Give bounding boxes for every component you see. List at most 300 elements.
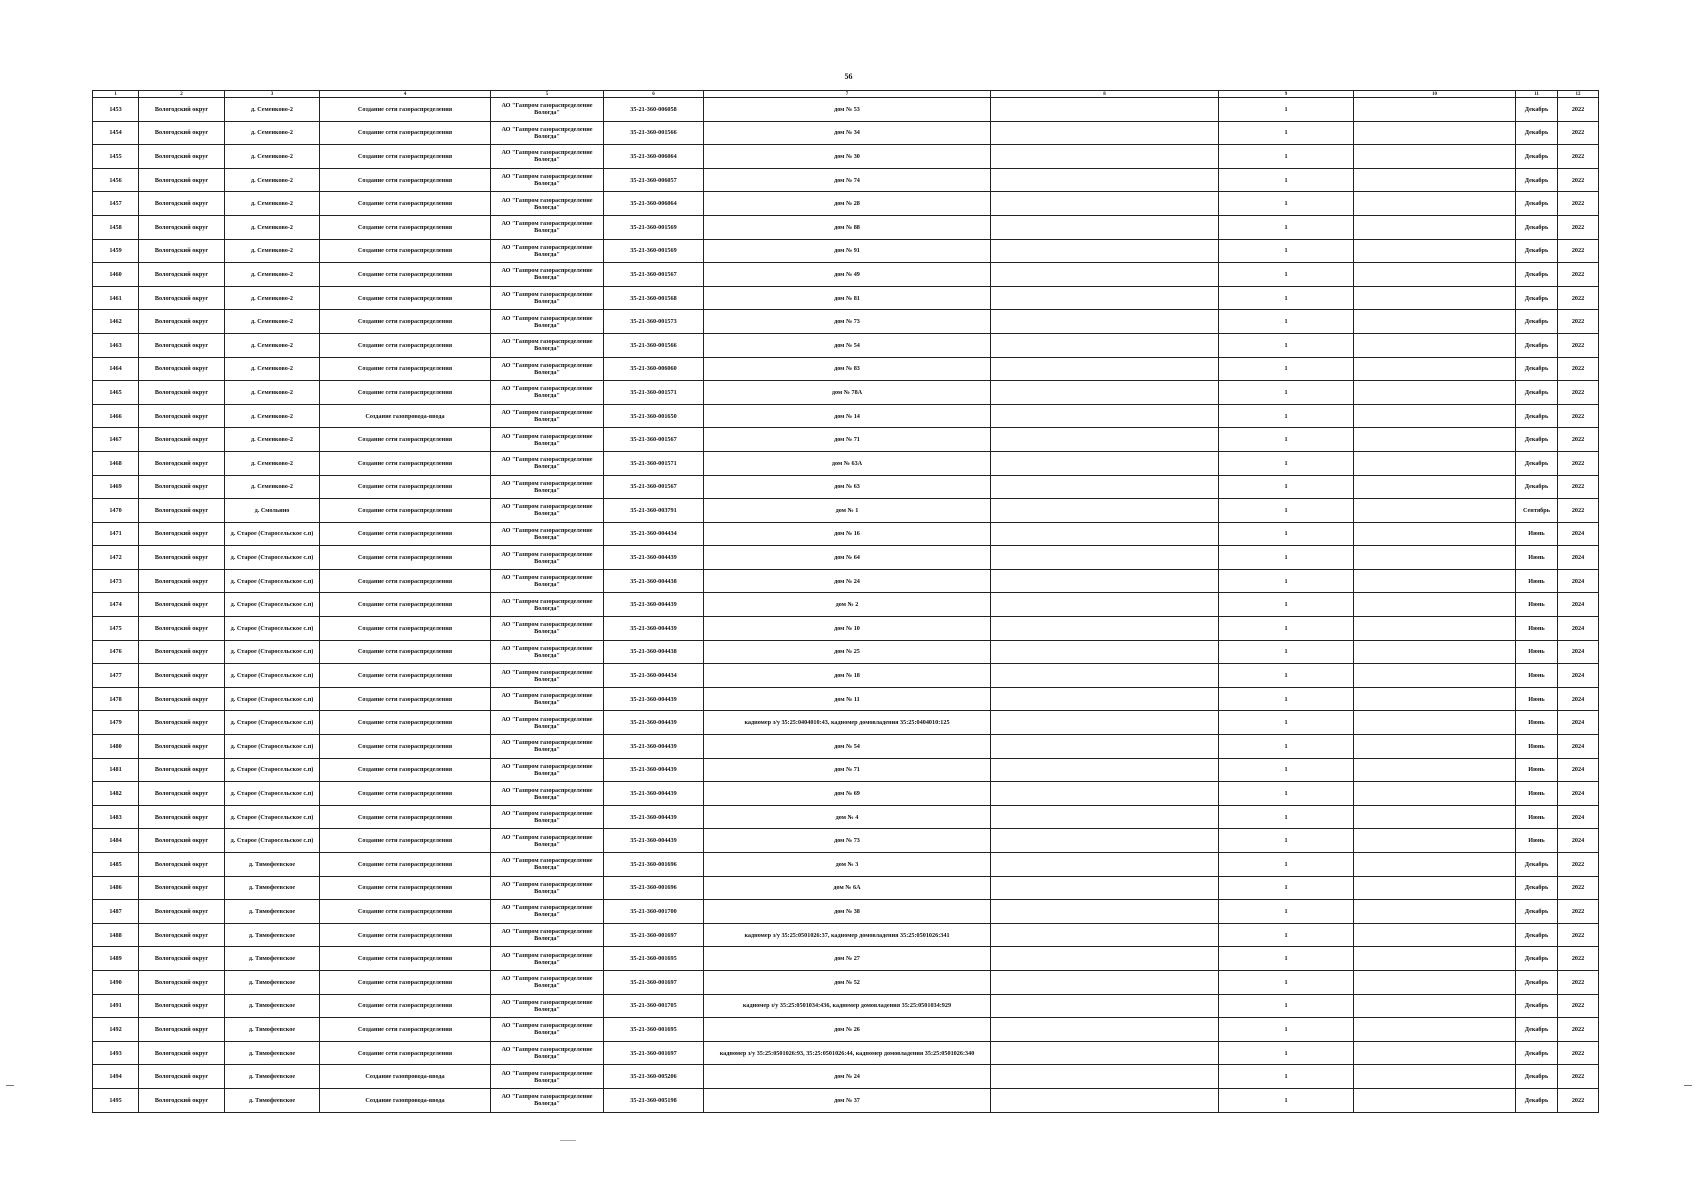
work-type-cell: Создание газопровода-ввода [320, 404, 491, 428]
month-cell: Декабрь [1516, 263, 1558, 287]
district-cell: Вологодский округ [139, 782, 225, 806]
address-cell: кадномер з/у 35:25:0404010:43, кадномер домовладения 35:25:0404010:125 [704, 711, 991, 735]
work-type-cell: Создание сети газораспределения [320, 711, 491, 735]
owner-cell: АО "Газпром газораспределение Вологда" [491, 475, 604, 499]
district-cell: Вологодский округ [139, 617, 225, 641]
extra-cell [1354, 593, 1516, 617]
year-cell: 2022 [1558, 145, 1599, 169]
quantity-cell: 1 [1219, 546, 1354, 570]
table-row [93, 546, 1599, 570]
year-cell: 2022 [1558, 900, 1599, 924]
work-type-cell: Создание сети газораспределения [320, 98, 491, 122]
year-cell: 2024 [1558, 829, 1599, 853]
address-cell: дом № 91 [704, 239, 991, 263]
note-cell [991, 900, 1219, 924]
table-row [93, 640, 1599, 664]
work-type-cell: Создание сети газораспределения [320, 451, 491, 475]
note-cell [991, 805, 1219, 829]
quantity-cell: 1 [1219, 1065, 1354, 1089]
object-code-cell: 35-21-360-001695 [604, 947, 704, 971]
address-cell: дом № 2 [704, 593, 991, 617]
district-cell: Вологодский округ [139, 121, 225, 145]
settlement-cell: д. Семенково-2 [225, 451, 320, 475]
settlement-cell: д. Тимофеевское [225, 1041, 320, 1065]
extra-cell [1354, 782, 1516, 806]
work-type-cell: Создание сети газораспределения [320, 357, 491, 381]
settlement-cell: д. Тимофеевское [225, 853, 320, 877]
month-cell: Декабрь [1516, 1041, 1558, 1065]
quantity-cell: 1 [1219, 569, 1354, 593]
district-cell: Вологодский округ [139, 357, 225, 381]
settlement-cell: д. Старое (Старосельское с.п) [225, 758, 320, 782]
note-cell [991, 286, 1219, 310]
work-type-cell: Создание сети газораспределения [320, 876, 491, 900]
note-cell [991, 711, 1219, 735]
year-cell: 2022 [1558, 1041, 1599, 1065]
quantity-cell: 1 [1219, 711, 1354, 735]
object-code-cell: 35-21-360-001567 [604, 475, 704, 499]
address-cell: дом № 37 [704, 1088, 991, 1112]
year-cell: 2022 [1558, 333, 1599, 357]
note-cell [991, 546, 1219, 570]
quantity-cell: 1 [1219, 664, 1354, 688]
month-cell: Декабрь [1516, 381, 1558, 405]
work-type-cell: Создание сети газораспределения [320, 593, 491, 617]
row-number-cell: 1476 [93, 640, 139, 664]
table-row [93, 923, 1599, 947]
object-code-cell: 35-21-360-004438 [604, 640, 704, 664]
owner-cell: АО "Газпром газораспределение Вологда" [491, 664, 604, 688]
settlement-cell: д. Тимофеевское [225, 1018, 320, 1042]
object-code-cell: 35-21-360-004439 [604, 593, 704, 617]
extra-cell [1354, 970, 1516, 994]
settlement-cell: д. Старое (Старосельское с.п) [225, 546, 320, 570]
quantity-cell: 1 [1219, 1088, 1354, 1112]
year-cell: 2024 [1558, 735, 1599, 759]
row-number-cell: 1483 [93, 805, 139, 829]
table-row [93, 758, 1599, 782]
settlement-cell: д. Старое (Старосельское с.п) [225, 664, 320, 688]
extra-cell [1354, 876, 1516, 900]
note-cell [991, 499, 1219, 523]
owner-cell: АО "Газпром газораспределение Вологда" [491, 451, 604, 475]
address-cell: дом № 73 [704, 310, 991, 334]
settlement-cell: д. Тимофеевское [225, 994, 320, 1018]
month-cell: Декабрь [1516, 451, 1558, 475]
note-cell [991, 404, 1219, 428]
year-cell: 2024 [1558, 711, 1599, 735]
work-type-cell: Создание сети газораспределения [320, 640, 491, 664]
extra-cell [1354, 640, 1516, 664]
extra-cell [1354, 263, 1516, 287]
extra-cell [1354, 192, 1516, 216]
month-cell: Сентябрь [1516, 499, 1558, 523]
owner-cell: АО "Газпром газораспределение Вологда" [491, 947, 604, 971]
quantity-cell: 1 [1219, 593, 1354, 617]
object-code-cell: 35-21-360-001705 [604, 994, 704, 1018]
month-cell: Июнь [1516, 640, 1558, 664]
address-cell: кадномер з/у 35:25:0501034:436, кадномер домовладения 35:25:0501034:929 [704, 994, 991, 1018]
row-number-cell: 1481 [93, 758, 139, 782]
district-cell: Вологодский округ [139, 451, 225, 475]
note-cell [991, 1018, 1219, 1042]
year-cell: 2022 [1558, 428, 1599, 452]
extra-cell [1354, 98, 1516, 122]
month-cell: Июнь [1516, 522, 1558, 546]
owner-cell: АО "Газпром газораспределение Вологда" [491, 687, 604, 711]
note-cell [991, 1065, 1219, 1089]
address-cell: дом № 49 [704, 263, 991, 287]
district-cell: Вологодский округ [139, 145, 225, 169]
row-number-cell: 1453 [93, 98, 139, 122]
owner-cell: АО "Газпром газораспределение Вологда" [491, 357, 604, 381]
settlement-cell: д. Семенково-2 [225, 428, 320, 452]
district-cell: Вологодский округ [139, 499, 225, 523]
object-code-cell: 35-21-360-004434 [604, 522, 704, 546]
address-cell: дом № 81 [704, 286, 991, 310]
table-row [93, 687, 1599, 711]
object-code-cell: 35-21-360-004439 [604, 829, 704, 853]
note-cell [991, 121, 1219, 145]
year-cell: 2022 [1558, 168, 1599, 192]
column-header: 5 [491, 91, 604, 98]
extra-cell [1354, 1065, 1516, 1089]
row-number-cell: 1484 [93, 829, 139, 853]
row-number-cell: 1478 [93, 687, 139, 711]
address-cell: дом № 14 [704, 404, 991, 428]
work-type-cell: Создание газопровода-ввода [320, 1088, 491, 1112]
note-cell [991, 876, 1219, 900]
object-code-cell: 35-21-360-001566 [604, 121, 704, 145]
work-type-cell: Создание сети газораспределения [320, 805, 491, 829]
note-cell [991, 782, 1219, 806]
address-cell: дом № 78А [704, 381, 991, 405]
table-row [93, 239, 1599, 263]
object-code-cell: 35-21-360-001650 [604, 404, 704, 428]
address-cell: дом № 3 [704, 853, 991, 877]
quantity-cell: 1 [1219, 145, 1354, 169]
table-row [93, 263, 1599, 287]
month-cell: Декабрь [1516, 994, 1558, 1018]
table-row [93, 853, 1599, 877]
quantity-cell: 1 [1219, 687, 1354, 711]
month-cell: Июнь [1516, 782, 1558, 806]
district-cell: Вологодский округ [139, 805, 225, 829]
address-cell: дом № 64 [704, 546, 991, 570]
quantity-cell: 1 [1219, 1018, 1354, 1042]
district-cell: Вологодский округ [139, 970, 225, 994]
district-cell: Вологодский округ [139, 546, 225, 570]
object-code-cell: 35-21-360-006057 [604, 168, 704, 192]
table-row [93, 522, 1599, 546]
owner-cell: АО "Газпром газораспределение Вологда" [491, 499, 604, 523]
settlement-cell: д. Старое (Старосельское с.п) [225, 522, 320, 546]
work-type-cell: Создание сети газораспределения [320, 782, 491, 806]
note-cell [991, 829, 1219, 853]
work-type-cell: Создание сети газораспределения [320, 333, 491, 357]
settlement-cell: д. Старое (Старосельское с.п) [225, 711, 320, 735]
object-code-cell: 35-21-360-001696 [604, 876, 704, 900]
district-cell: Вологодский округ [139, 593, 225, 617]
settlement-cell: д. Семенково-2 [225, 98, 320, 122]
quantity-cell: 1 [1219, 900, 1354, 924]
owner-cell: АО "Газпром газораспределение Вологда" [491, 640, 604, 664]
object-code-cell: 35-21-360-001569 [604, 215, 704, 239]
quantity-cell: 1 [1219, 853, 1354, 877]
settlement-cell: д. Старое (Старосельское с.п) [225, 640, 320, 664]
address-cell: дом № 34 [704, 121, 991, 145]
object-code-cell: 35-21-360-005198 [604, 1088, 704, 1112]
district-cell: Вологодский округ [139, 853, 225, 877]
district-cell: Вологодский округ [139, 1065, 225, 1089]
row-number-cell: 1458 [93, 215, 139, 239]
table-row [93, 192, 1599, 216]
row-number-cell: 1473 [93, 569, 139, 593]
work-type-cell: Создание сети газораспределения [320, 617, 491, 641]
owner-cell: АО "Газпром газораспределение Вологда" [491, 192, 604, 216]
quantity-cell: 1 [1219, 640, 1354, 664]
column-header: 1 [93, 91, 139, 98]
column-number-row [93, 91, 1599, 98]
quantity-cell: 1 [1219, 829, 1354, 853]
note-cell [991, 923, 1219, 947]
extra-cell [1354, 1041, 1516, 1065]
district-cell: Вологодский округ [139, 900, 225, 924]
row-number-cell: 1477 [93, 664, 139, 688]
owner-cell: АО "Газпром газораспределение Вологда" [491, 168, 604, 192]
table-row [93, 1018, 1599, 1042]
note-cell [991, 640, 1219, 664]
owner-cell: АО "Газпром газораспределение Вологда" [491, 310, 604, 334]
table-row [93, 286, 1599, 310]
year-cell: 2022 [1558, 381, 1599, 405]
year-cell: 2022 [1558, 475, 1599, 499]
row-number-cell: 1460 [93, 263, 139, 287]
owner-cell: АО "Газпром газораспределение Вологда" [491, 145, 604, 169]
district-cell: Вологодский округ [139, 664, 225, 688]
column-header: 3 [225, 91, 320, 98]
year-cell: 2022 [1558, 1088, 1599, 1112]
district-cell: Вологодский округ [139, 735, 225, 759]
month-cell: Декабрь [1516, 428, 1558, 452]
month-cell: Декабрь [1516, 192, 1558, 216]
work-type-cell: Создание сети газораспределения [320, 546, 491, 570]
address-cell: дом № 54 [704, 735, 991, 759]
note-cell [991, 758, 1219, 782]
note-cell [991, 569, 1219, 593]
row-number-cell: 1469 [93, 475, 139, 499]
object-code-cell: 35-21-360-004439 [604, 735, 704, 759]
district-cell: Вологодский округ [139, 522, 225, 546]
year-cell: 2024 [1558, 664, 1599, 688]
month-cell: Декабрь [1516, 900, 1558, 924]
year-cell: 2022 [1558, 451, 1599, 475]
table-row [93, 215, 1599, 239]
object-code-cell: 35-21-360-001571 [604, 381, 704, 405]
quantity-cell: 1 [1219, 994, 1354, 1018]
row-number-cell: 1471 [93, 522, 139, 546]
object-code-cell: 35-21-360-006060 [604, 357, 704, 381]
address-cell: дом № 53 [704, 98, 991, 122]
work-type-cell: Создание сети газораспределения [320, 900, 491, 924]
work-type-cell: Создание сети газораспределения [320, 428, 491, 452]
note-cell [991, 451, 1219, 475]
work-type-cell: Создание сети газораспределения [320, 263, 491, 287]
column-header: 6 [604, 91, 704, 98]
quantity-cell: 1 [1219, 263, 1354, 287]
month-cell: Декабрь [1516, 876, 1558, 900]
month-cell: Декабрь [1516, 357, 1558, 381]
owner-cell: АО "Газпром газораспределение Вологда" [491, 1041, 604, 1065]
owner-cell: АО "Газпром газораспределение Вологда" [491, 239, 604, 263]
owner-cell: АО "Газпром газораспределение Вологда" [491, 900, 604, 924]
year-cell: 2024 [1558, 640, 1599, 664]
address-cell: дом № 88 [704, 215, 991, 239]
work-type-cell: Создание сети газораспределения [320, 239, 491, 263]
address-cell: дом № 74 [704, 168, 991, 192]
note-cell [991, 687, 1219, 711]
settlement-cell: д. Старое (Старосельское с.п) [225, 687, 320, 711]
extra-cell [1354, 333, 1516, 357]
work-type-cell: Создание сети газораспределения [320, 947, 491, 971]
address-cell: дом № 27 [704, 947, 991, 971]
district-cell: Вологодский округ [139, 98, 225, 122]
note-cell [991, 853, 1219, 877]
owner-cell: АО "Газпром газораспределение Вологда" [491, 853, 604, 877]
quantity-cell: 1 [1219, 428, 1354, 452]
table-row [93, 451, 1599, 475]
month-cell: Декабрь [1516, 98, 1558, 122]
district-cell: Вологодский округ [139, 428, 225, 452]
month-cell: Декабрь [1516, 404, 1558, 428]
year-cell: 2022 [1558, 357, 1599, 381]
extra-cell [1354, 805, 1516, 829]
table-row [93, 782, 1599, 806]
column-header: 7 [704, 91, 991, 98]
month-cell: Июнь [1516, 687, 1558, 711]
quantity-cell: 1 [1219, 286, 1354, 310]
row-number-cell: 1457 [93, 192, 139, 216]
quantity-cell: 1 [1219, 805, 1354, 829]
note-cell [991, 192, 1219, 216]
month-cell: Декабрь [1516, 1065, 1558, 1089]
address-cell: дом № 16 [704, 522, 991, 546]
row-number-cell: 1467 [93, 428, 139, 452]
owner-cell: АО "Газпром газораспределение Вологда" [491, 428, 604, 452]
district-cell: Вологодский округ [139, 947, 225, 971]
address-cell: дом № 4 [704, 805, 991, 829]
settlement-cell: д. Семенково-2 [225, 475, 320, 499]
table-row [93, 98, 1599, 122]
district-cell: Вологодский округ [139, 168, 225, 192]
table-row [93, 805, 1599, 829]
row-number-cell: 1493 [93, 1041, 139, 1065]
address-cell: дом № 52 [704, 970, 991, 994]
owner-cell: АО "Газпром газораспределение Вологда" [491, 215, 604, 239]
row-number-cell: 1462 [93, 310, 139, 334]
settlement-cell: д. Семенково-2 [225, 215, 320, 239]
row-number-cell: 1489 [93, 947, 139, 971]
extra-cell [1354, 404, 1516, 428]
month-cell: Декабрь [1516, 1018, 1558, 1042]
work-type-cell: Создание сети газораспределения [320, 499, 491, 523]
extra-cell [1354, 711, 1516, 735]
year-cell: 2022 [1558, 286, 1599, 310]
district-cell: Вологодский округ [139, 381, 225, 405]
object-code-cell: 35-21-360-001569 [604, 239, 704, 263]
work-type-cell: Создание сети газораспределения [320, 923, 491, 947]
settlement-cell: д. Старое (Старосельское с.п) [225, 617, 320, 641]
year-cell: 2022 [1558, 1065, 1599, 1089]
year-cell: 2022 [1558, 263, 1599, 287]
note-cell [991, 263, 1219, 287]
note-cell [991, 617, 1219, 641]
district-cell: Вологодский округ [139, 923, 225, 947]
object-code-cell: 35-21-360-005206 [604, 1065, 704, 1089]
district-cell: Вологодский округ [139, 263, 225, 287]
month-cell: Декабрь [1516, 853, 1558, 877]
object-code-cell: 35-21-360-001696 [604, 853, 704, 877]
district-cell: Вологодский округ [139, 876, 225, 900]
table-row [93, 310, 1599, 334]
column-header: 8 [991, 91, 1219, 98]
extra-cell [1354, 239, 1516, 263]
year-cell: 2024 [1558, 758, 1599, 782]
address-cell: дом № 63 [704, 475, 991, 499]
district-cell: Вологодский округ [139, 1018, 225, 1042]
quantity-cell: 1 [1219, 735, 1354, 759]
table-row [93, 593, 1599, 617]
row-number-cell: 1468 [93, 451, 139, 475]
work-type-cell: Создание сети газораспределения [320, 735, 491, 759]
table-row [93, 735, 1599, 759]
note-cell [991, 735, 1219, 759]
quantity-cell: 1 [1219, 451, 1354, 475]
year-cell: 2022 [1558, 404, 1599, 428]
month-cell: Июнь [1516, 829, 1558, 853]
object-code-cell: 35-21-360-001568 [604, 286, 704, 310]
extra-cell [1354, 1088, 1516, 1112]
table-row [93, 357, 1599, 381]
object-code-cell: 35-21-360-004439 [604, 546, 704, 570]
address-cell: дом № 71 [704, 428, 991, 452]
quantity-cell: 1 [1219, 522, 1354, 546]
address-cell: дом № 24 [704, 1065, 991, 1089]
table-row [93, 168, 1599, 192]
extra-cell [1354, 664, 1516, 688]
table-row [93, 664, 1599, 688]
address-cell: дом № 26 [704, 1018, 991, 1042]
address-cell: кадномер з/у 35:25:0501026:37, кадномер домовладения 35:25:0501026:341 [704, 923, 991, 947]
year-cell: 2024 [1558, 546, 1599, 570]
work-type-cell: Создание сети газораспределения [320, 569, 491, 593]
month-cell: Декабрь [1516, 168, 1558, 192]
scan-artifact-bottom [560, 1140, 576, 1141]
settlement-cell: д. Семенково-2 [225, 310, 320, 334]
table-row [93, 428, 1599, 452]
settlement-cell: д. Семенково-2 [225, 381, 320, 405]
month-cell: Декабрь [1516, 215, 1558, 239]
object-code-cell: 35-21-360-006058 [604, 98, 704, 122]
year-cell: 2024 [1558, 569, 1599, 593]
month-cell: Декабрь [1516, 475, 1558, 499]
owner-cell: АО "Газпром газораспределение Вологда" [491, 404, 604, 428]
settlement-cell: д. Смольино [225, 499, 320, 523]
owner-cell: АО "Газпром газораспределение Вологда" [491, 333, 604, 357]
object-code-cell: 35-21-360-001697 [604, 1041, 704, 1065]
address-cell: дом № 18 [704, 664, 991, 688]
object-code-cell: 35-21-360-001571 [604, 451, 704, 475]
